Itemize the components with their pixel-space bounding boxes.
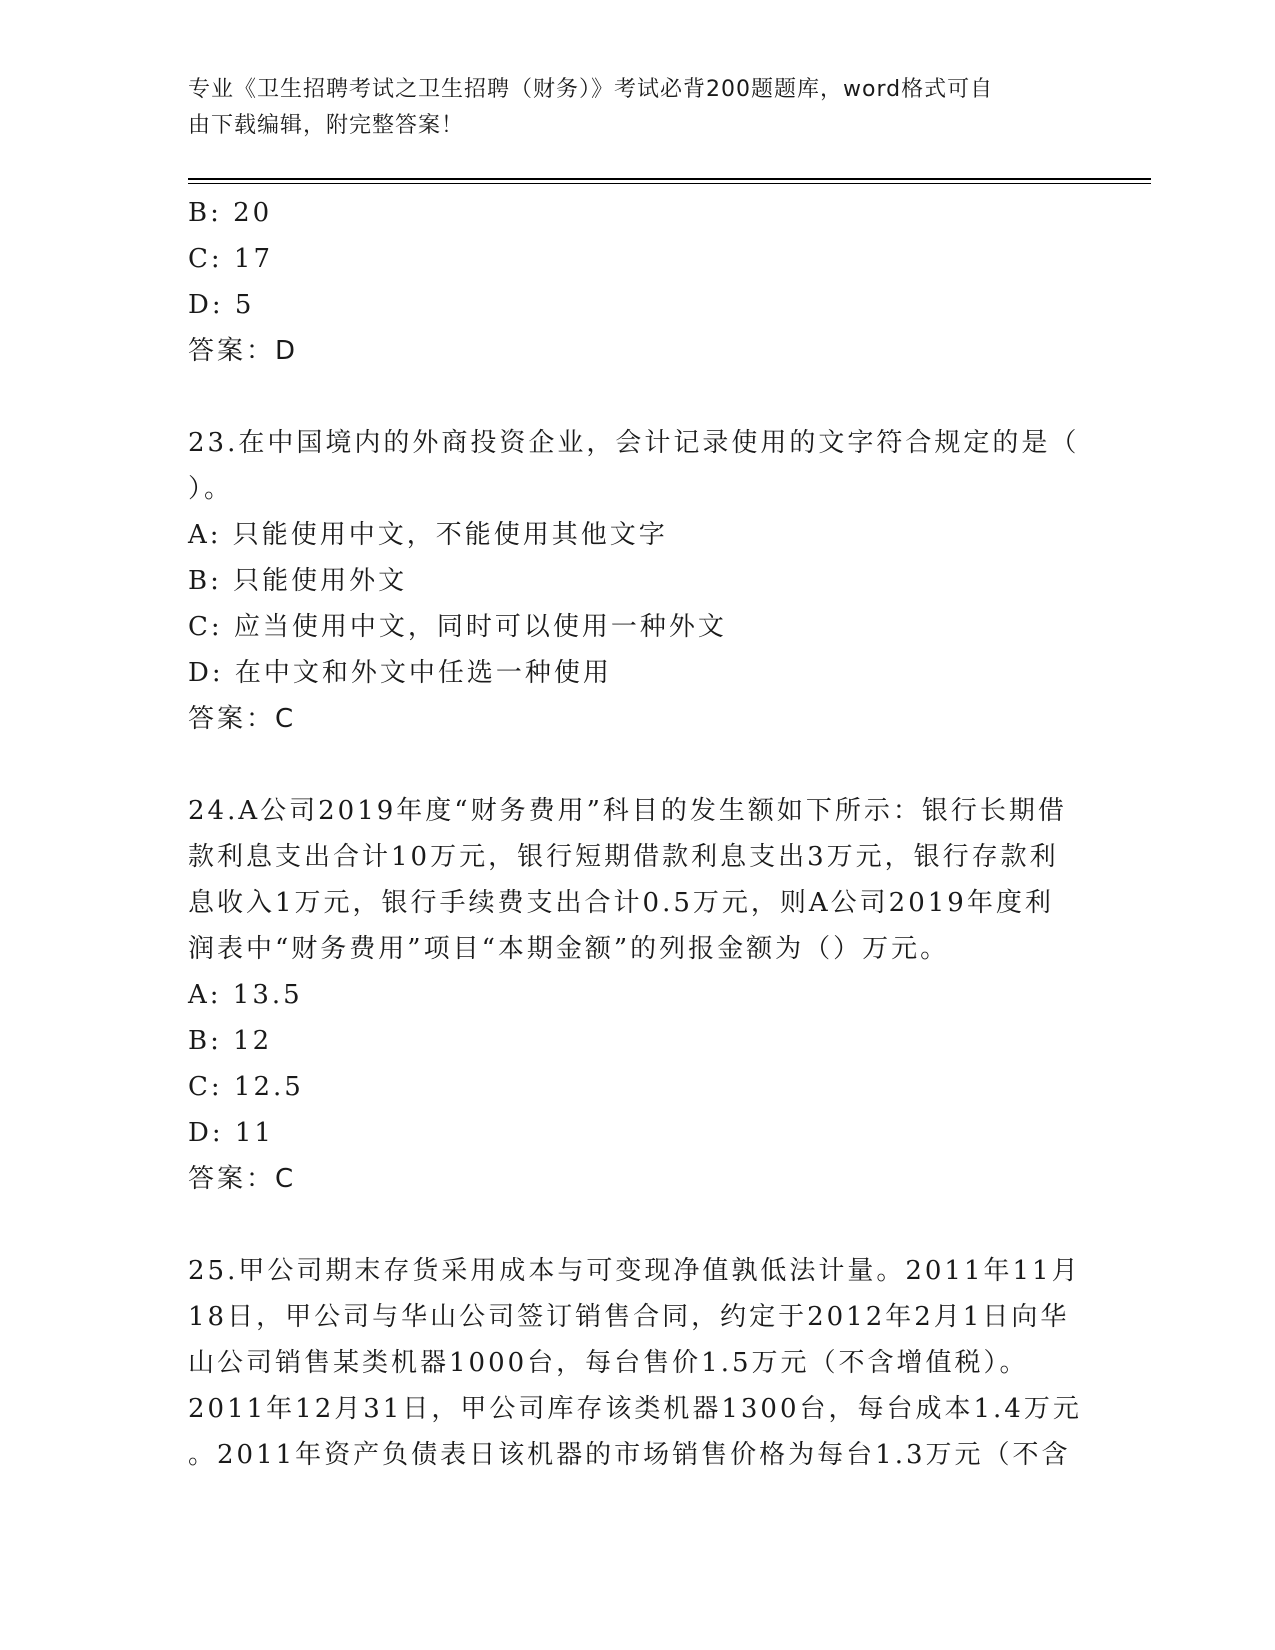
question-text-line: 24.A公司2019年度“财务费用”科目的发生额如下所示：银行长期借: [188, 796, 1067, 826]
option-d: D: 在中文和外文中任选一种使用: [188, 658, 612, 688]
question-text-line: 25.甲公司期末存货采用成本与可变现净值孰低法计量。2011年11月: [188, 1256, 1081, 1286]
spacer: [188, 742, 1088, 788]
question-text-line: 18日，甲公司与华山公司签订销售合同，约定于2012年2月1日向华: [188, 1302, 1070, 1332]
option-b: B: 只能使用外文: [188, 566, 408, 596]
answer: 答案：C: [188, 704, 297, 734]
header-divider-thin: [188, 183, 1151, 184]
question-24: [188, 788, 1088, 1202]
question-text-line: 2011年12月31日，甲公司库存该类机器1300台，每台成本1.4万元: [188, 1394, 1082, 1424]
option-d: D: 11: [188, 1118, 274, 1148]
answer: 答案：D: [188, 336, 299, 366]
answer: 答案：C: [188, 1164, 297, 1194]
spacer: [188, 1202, 1088, 1248]
question-25: [188, 1248, 1088, 1478]
question-text-line: 23.在中国境内的外商投资企业，会计记录使用的文字符合规定的是（: [188, 428, 1080, 458]
question-22: [188, 190, 1088, 374]
header-line-1: 专业《卫生招聘考试之卫生招聘（财务）》考试必背200题题库，word格式可自: [188, 77, 994, 102]
question-text-line: 息收入1万元，银行手续费支出合计0.5万元，则A公司2019年度利: [188, 888, 1054, 918]
document-body: [188, 190, 1088, 1478]
question-text-line: 山公司销售某类机器1000台，每台售价1.5万元（不含增值税）。: [188, 1348, 1029, 1378]
spacer: [188, 374, 1088, 420]
question-text-line: 润表中“财务费用”项目“本期金额”的列报金额为（）万元。: [188, 934, 950, 964]
option-a: A: 13.5: [188, 980, 303, 1010]
header-divider-thick: [188, 178, 1151, 180]
document-header: [188, 72, 1078, 144]
option-c: C: 应当使用中文，同时可以使用一种外文: [188, 612, 727, 642]
question-text-line: 。2011年资产负债表日该机器的市场销售价格为每台1.3万元（不含: [188, 1440, 1071, 1470]
question-text-line: 款利息支出合计10万元，银行短期借款利息支出3万元，银行存款利: [188, 842, 1059, 872]
option-d: D: 5: [188, 290, 255, 320]
header-line-2: 由下载编辑，附完整答案！: [188, 113, 465, 138]
option-b: B: 20: [188, 198, 273, 228]
option-c: C: 17: [188, 244, 274, 274]
option-b: B: 12: [188, 1026, 273, 1056]
question-text-line: ）。: [188, 474, 234, 504]
question-23: [188, 420, 1088, 742]
option-a: A: 只能使用中文，不能使用其他文字: [188, 520, 668, 550]
option-c: C: 12.5: [188, 1072, 304, 1102]
